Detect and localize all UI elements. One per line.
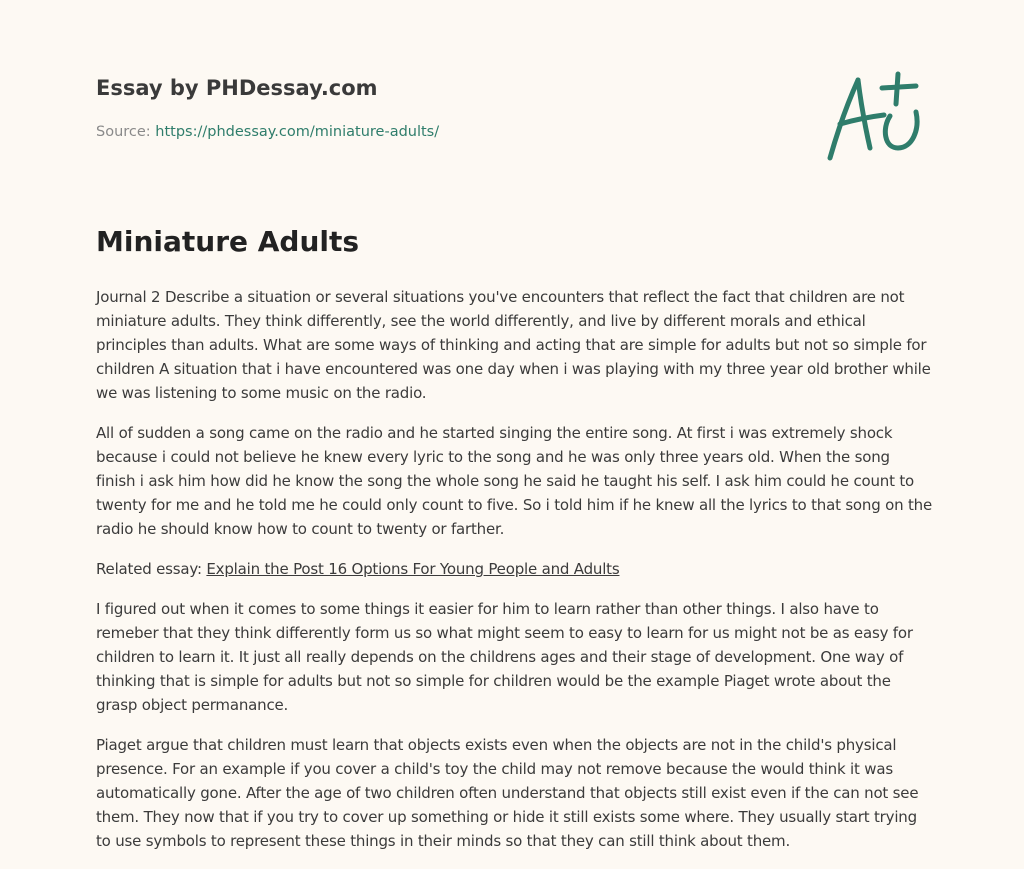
related-essay-link[interactable]: Explain the Post 16 Options For Young People and Adults [206,560,620,578]
source-label: Source: [96,124,151,140]
essay-paragraph: I figured out when it comes to some things it easier for him to learn rather than other things. I also have to remeber that they think differently form us so what might seem to easy to learn for us might not be as easy for children to learn it. It just all really depends on the childrens ages and their stage of development. One way of thinking that is simple for adults but not so simple for children would be the example Piaget wrote about the grasp object permanance. [96,600,913,714]
essay-paragraph: All of sudden a song came on the radio and he started singing the entire song. At first i was extremely shock because i could not believe he knew every lyric to the song and he was only three years old. When the song finish i ask him how did he know the song the whole song he said he taught his self. I ask him could he count to twenty for me and he told me he could only count to five. So i told him if he knew all the lyrics to that song on the radio he should know how to count to twenty or farther. [96,424,932,538]
essay-paragraph: Piaget argue that children must learn that objects exists even when the objects are not in the child's physical presence. For an example if you cover a child's toy the child may not remove because the would think it was automatically gone. After the age of two children often understand that objects still exist even if the can not see them. They now that if you try to cover up something or hide it still exists some where. They usually start trying to use symbols to represent these things in their minds so that they can still think about them. [96,736,919,850]
site-title: Essay by PHDessay.com [96,76,378,100]
related-essay-label: Related essay: [96,560,202,578]
related-essay [96,557,932,581]
a-plus-logo-icon [824,68,928,164]
essay-title: Miniature Adults [96,225,360,258]
essay-body [96,285,932,869]
essay-paragraph: Journal 2 Describe a situation or several situations you've encounters that reflect the fact that children are not miniature adults. They think differently, see the world differently, and live by different morals and ethical principles than adults. What are some ways of thinking and acting that are simple for adults but not so simple for children A situation that i have encountered was one day when i was playing with my three year old brother while we was listening to some music on the radio. [96,288,931,402]
source-line [96,124,439,140]
source-link[interactable]: https://phdessay.com/miniature-adults/ [155,124,440,140]
